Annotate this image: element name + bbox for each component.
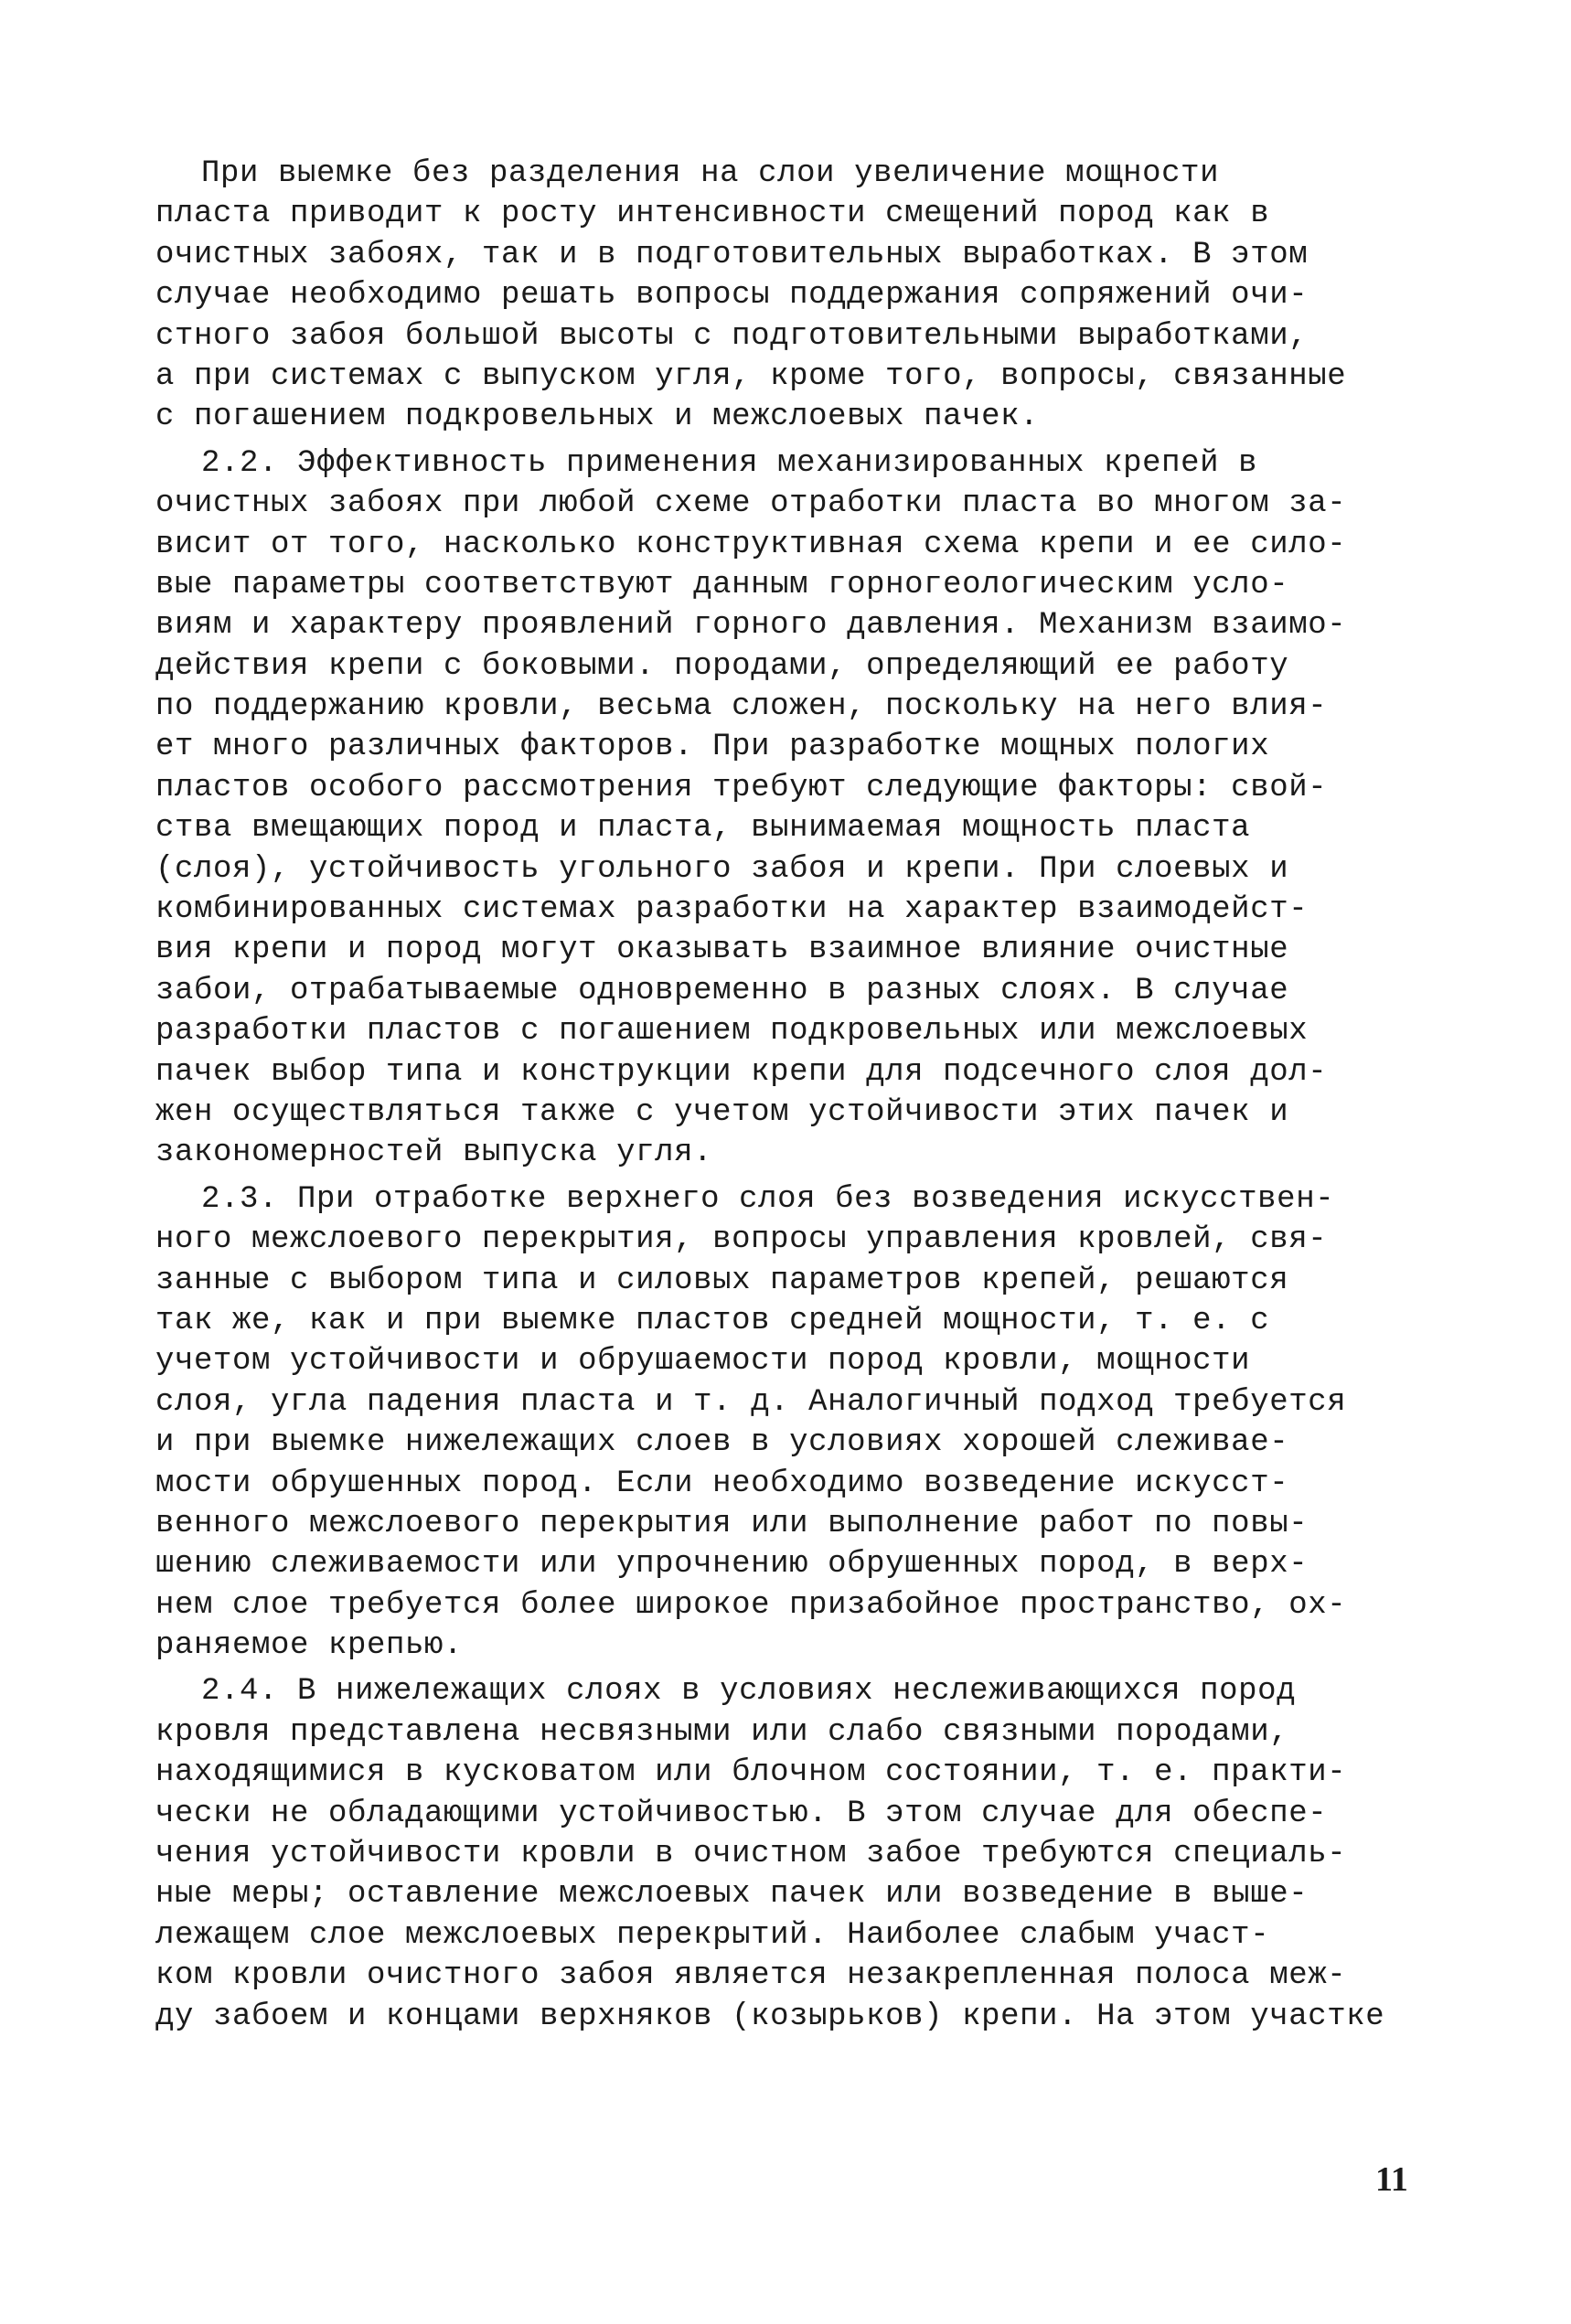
text-line: по поддержанию кровли, весьма сложен, поскольку на него влия- bbox=[155, 689, 1328, 725]
text-line: чески не обладающими устойчивостью. В этом случае для обеспе- bbox=[155, 1796, 1328, 1831]
text-line: разработки пластов с погашением подкровельных или межслоевых bbox=[155, 1014, 1309, 1050]
text-line: висит от того, насколько конструктивная схема крепи и ее сило- bbox=[155, 527, 1347, 562]
text-line: При выемке без разделения на слои увеличение мощности bbox=[201, 156, 1220, 191]
paragraph-1 bbox=[155, 154, 1445, 438]
text-line: ду забоем и концами верхняков (козырьков) крепи. На этом участке bbox=[155, 1999, 1385, 2034]
text-line: ного межслоевого перекрытия, вопросы управления кровлей, свя- bbox=[155, 1222, 1328, 1258]
text-line: забои, отрабатываемые одновременно в разных слоях. В случае bbox=[155, 973, 1289, 1008]
text-line: шению слеживаемости или упрочнению обрушенных пород, в верх- bbox=[155, 1547, 1309, 1583]
text-line: 2.3. При отработке верхнего слоя без возведения искусствен- bbox=[201, 1181, 1335, 1217]
text-line: кровля представлена несвязными или слабо связными породами, bbox=[155, 1714, 1289, 1750]
text-line: учетом устойчивости и обрушаемости пород кровли, мощности bbox=[155, 1344, 1251, 1380]
text-line: пласта приводит к росту интенсивности смещений пород как в bbox=[155, 197, 1270, 232]
text-line: находящимися в кусковатом или блочном состоянии, т. е. практи- bbox=[155, 1755, 1347, 1791]
text-line: нем слое требуется более широкое призабойное пространство, ох- bbox=[155, 1587, 1347, 1623]
text-line: слоя, угла падения пласта и т. д. Аналогичный подход требуется bbox=[155, 1384, 1347, 1420]
text-line: виям и характеру проявлений горного давления. Механизм взаимо- bbox=[155, 608, 1347, 644]
text-line: так же, как и при выемке пластов средней мощности, т. е. с bbox=[155, 1303, 1270, 1338]
text-line: лежащем слое межслоевых перекрытий. Наиболее слабым участ- bbox=[155, 1917, 1270, 1953]
body-text bbox=[155, 154, 1445, 2042]
text-line: венного межслоевого перекрытия или выполнение работ по повы- bbox=[155, 1506, 1309, 1541]
text-line: вые параметры соответствуют данным горногеологическим усло- bbox=[155, 567, 1289, 602]
text-line: случае необходимо решать вопросы поддержания сопряжений очи- bbox=[155, 278, 1309, 314]
text-line: очистных забоях, так и в подготовительных выработках. В этом bbox=[155, 237, 1309, 272]
text-line: 2.4. В нижележащих слоях в условиях неслеживающихся пород bbox=[201, 1674, 1297, 1710]
text-line: жен осуществляться также с учетом устойчивости этих пачек и bbox=[155, 1094, 1289, 1130]
paragraph-2-3 bbox=[155, 1179, 1445, 1667]
text-line: 2.2. Эффективность применения механизированных крепей в bbox=[201, 445, 1258, 481]
text-line: действия крепи с боковыми. породами, определяющий ее работу bbox=[155, 648, 1289, 684]
text-line: чения устойчивости кровли в очистном забое требуются специаль- bbox=[155, 1837, 1347, 1872]
text-line: (слоя), устойчивость угольного забоя и крепи. При слоевых и bbox=[155, 851, 1289, 887]
text-line: ет много различных факторов. При разработке мощных пологих bbox=[155, 730, 1270, 765]
page-number: 11 bbox=[1375, 2160, 1408, 2199]
text-line: пластов особого рассмотрения требуют следующие факторы: свой- bbox=[155, 770, 1328, 805]
text-line: очистных забоях при любой схеме отработки пласта во многом за- bbox=[155, 486, 1347, 522]
text-line: а при системах с выпуском угля, кроме того, вопросы, связанные bbox=[155, 358, 1347, 394]
text-line: с погашением подкровельных и межслоевых пачек. bbox=[155, 400, 1040, 435]
text-line: и при выемке нижележащих слоев в условиях хорошей слеживае- bbox=[155, 1425, 1289, 1461]
text-line: занные с выбором типа и силовых параметров крепей, решаются bbox=[155, 1263, 1289, 1298]
text-line: закономерностей выпуска угля. bbox=[155, 1135, 713, 1171]
text-line: мости обрушенных пород. Если необходимо возведение искусст- bbox=[155, 1466, 1289, 1501]
text-line: вия крепи и пород могут оказывать взаимное влияние очистные bbox=[155, 933, 1289, 968]
text-line: ные меры; оставление межслоевых пачек или возведение в выше- bbox=[155, 1877, 1309, 1913]
paragraph-2-4 bbox=[155, 1671, 1445, 2037]
text-line: ства вмещающих пород и пласта, вынимаемая мощность пласта bbox=[155, 811, 1251, 847]
text-line: стного забоя большой высоты с подготовительными выработками, bbox=[155, 318, 1309, 354]
text-line: ком кровли очистного забоя является незакрепленная полоса меж- bbox=[155, 1958, 1347, 1994]
paragraph-2-2 bbox=[155, 443, 1445, 1174]
text-line: раняемое крепью. bbox=[155, 1628, 464, 1664]
text-line: пачек выбор типа и конструкции крепи для подсечного слоя дол- bbox=[155, 1054, 1328, 1090]
text-line: комбинированных системах разработки на характер взаимодейст- bbox=[155, 892, 1309, 928]
